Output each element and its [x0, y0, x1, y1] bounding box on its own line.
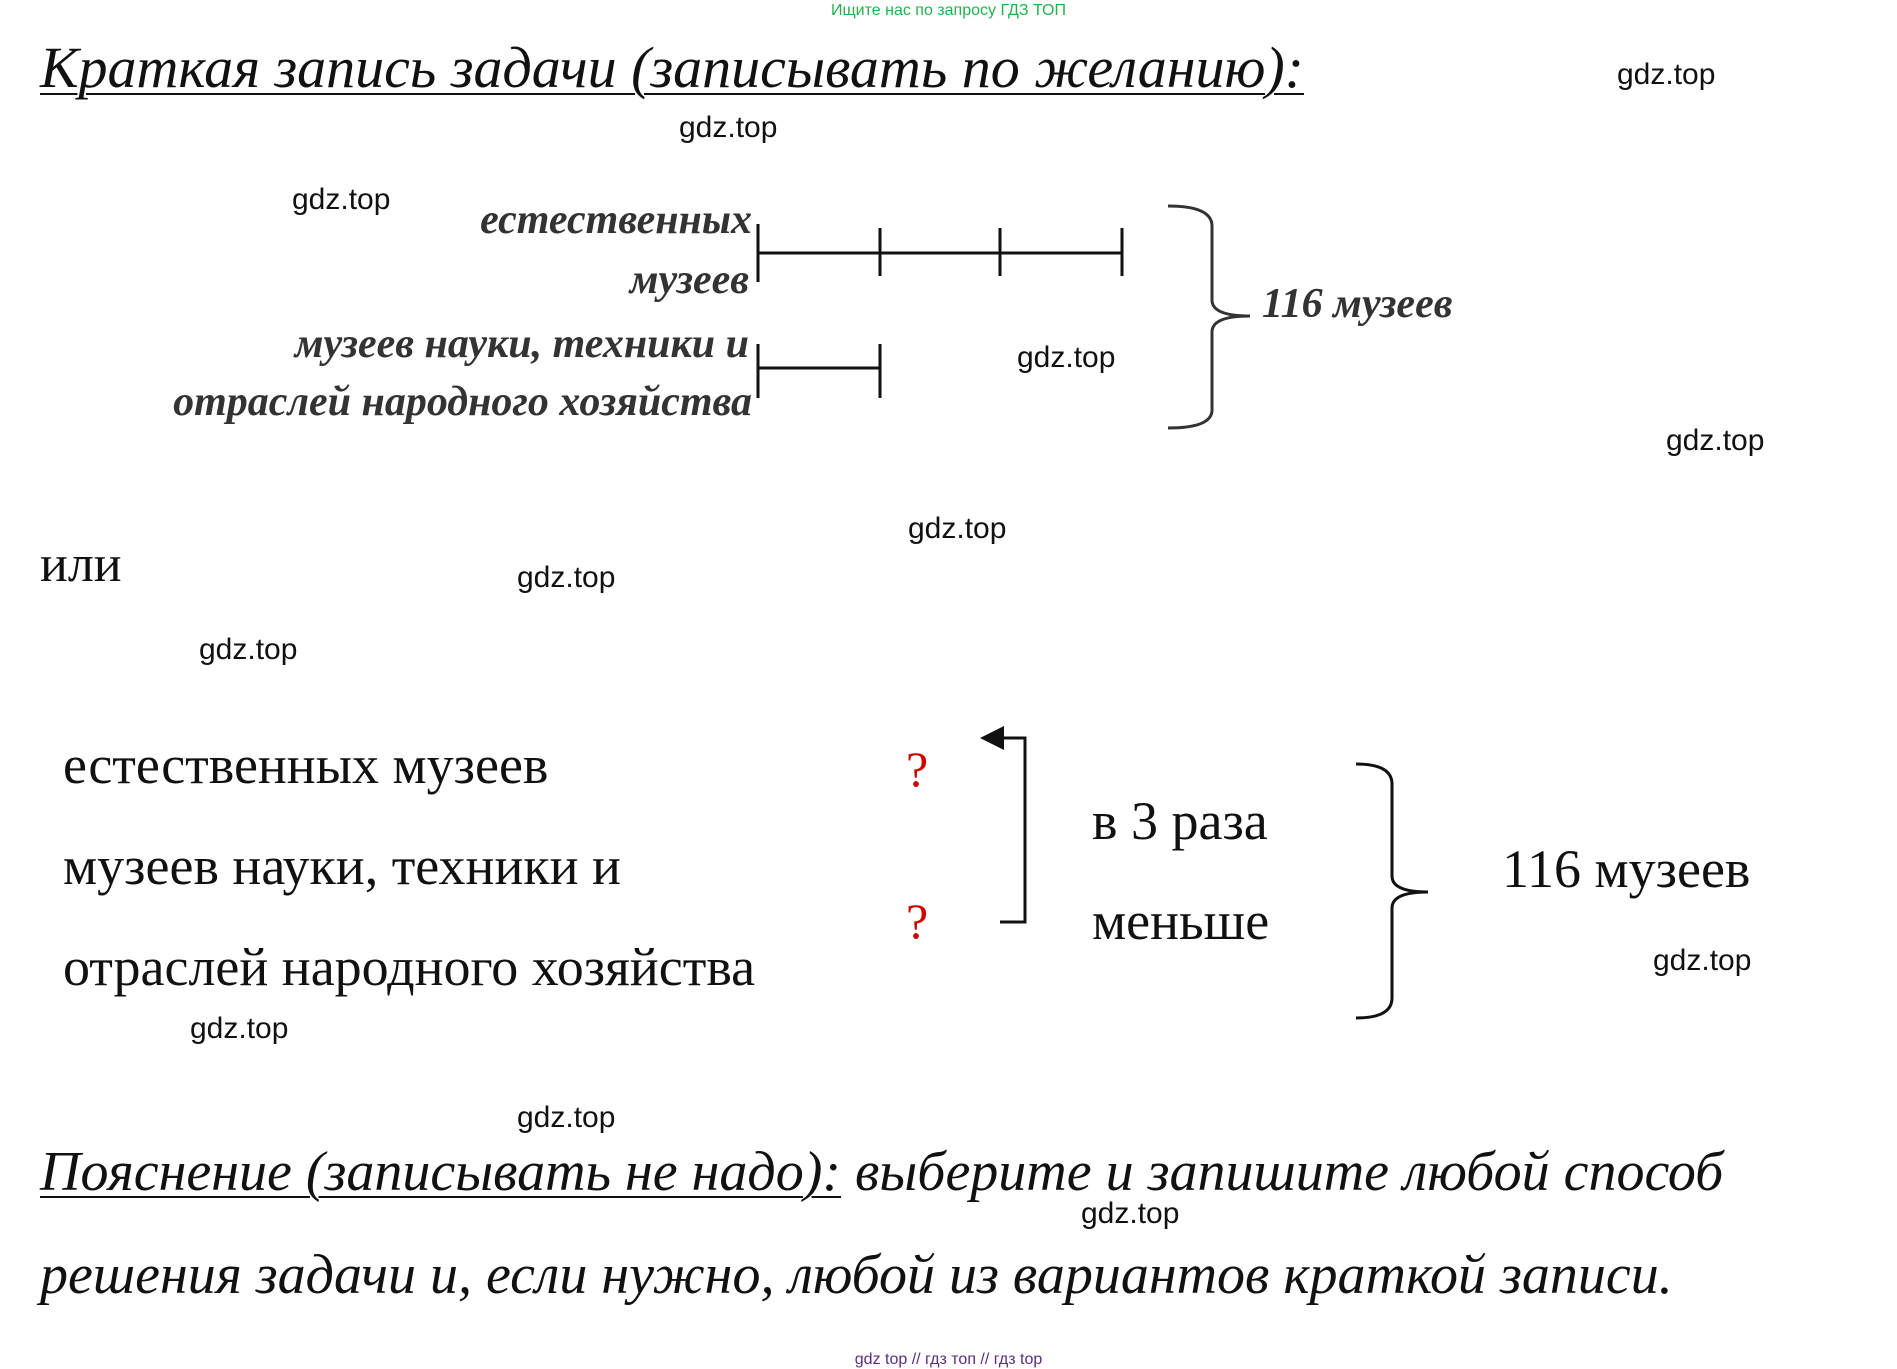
label-natural-line2: музеев: [629, 257, 749, 303]
question-mark-2: ?: [906, 893, 929, 949]
natural-museums-segment: [758, 224, 1122, 282]
explanation-line1: [40, 1140, 1723, 1204]
watermark: gdz.top: [1017, 341, 1116, 374]
science-museums-segment: [758, 344, 880, 398]
label-science-line2: отраслей народного хозяйства: [173, 379, 752, 425]
total-brace-2: [1356, 764, 1428, 1018]
label-natural-line1: естественных: [480, 197, 752, 243]
watermark: gdz.top: [517, 561, 616, 594]
question-mark-1: ?: [906, 741, 929, 797]
row-science-museums-line1: музеев науки, техники и: [63, 836, 621, 896]
ratio-bracket: [1000, 738, 1025, 922]
row-science-museums-line2: отраслей народного хозяйства: [63, 937, 756, 997]
page-heading: Краткая запись задачи (записывать по желанию):: [40, 35, 1304, 100]
watermark: gdz.top: [1653, 944, 1752, 977]
watermark: gdz.top: [908, 512, 1007, 545]
label-science-line1: музеев науки, техники и: [294, 321, 749, 367]
watermark: gdz.top: [199, 633, 298, 666]
explanation-line2: решения задачи и, если нужно, любой из вариантов краткой записи.: [40, 1244, 1673, 1306]
total-museums-label: 116 музеев: [1262, 281, 1453, 327]
or-label: или: [40, 536, 122, 593]
footer-links: gdz top // гдз топ // гдз top: [854, 1351, 1043, 1368]
explanation-text1: выберите и запишите любой способ: [841, 1141, 1724, 1203]
watermark: gdz.top: [190, 1012, 289, 1045]
watermark: gdz.top: [517, 1101, 616, 1134]
watermark: gdz.top: [679, 111, 778, 144]
watermark: gdz.top: [1617, 58, 1716, 91]
row-natural-museums: естественных музеев: [63, 735, 549, 795]
arrow-head: [980, 726, 1004, 750]
watermark: gdz.top: [1666, 424, 1765, 457]
watermark: gdz.top: [292, 183, 391, 216]
ratio-line1: в 3 раза: [1092, 791, 1268, 851]
ratio-line2: меньше: [1092, 891, 1270, 951]
top-banner: Ищите нас по запросу ГДЗ ТОП: [831, 2, 1066, 19]
watermark: gdz.top: [1081, 1197, 1180, 1230]
total-museums-2: 116 музеев: [1502, 839, 1751, 899]
total-brace: [1168, 206, 1250, 428]
explanation-title: Пояснение (записывать не надо):: [40, 1141, 842, 1203]
